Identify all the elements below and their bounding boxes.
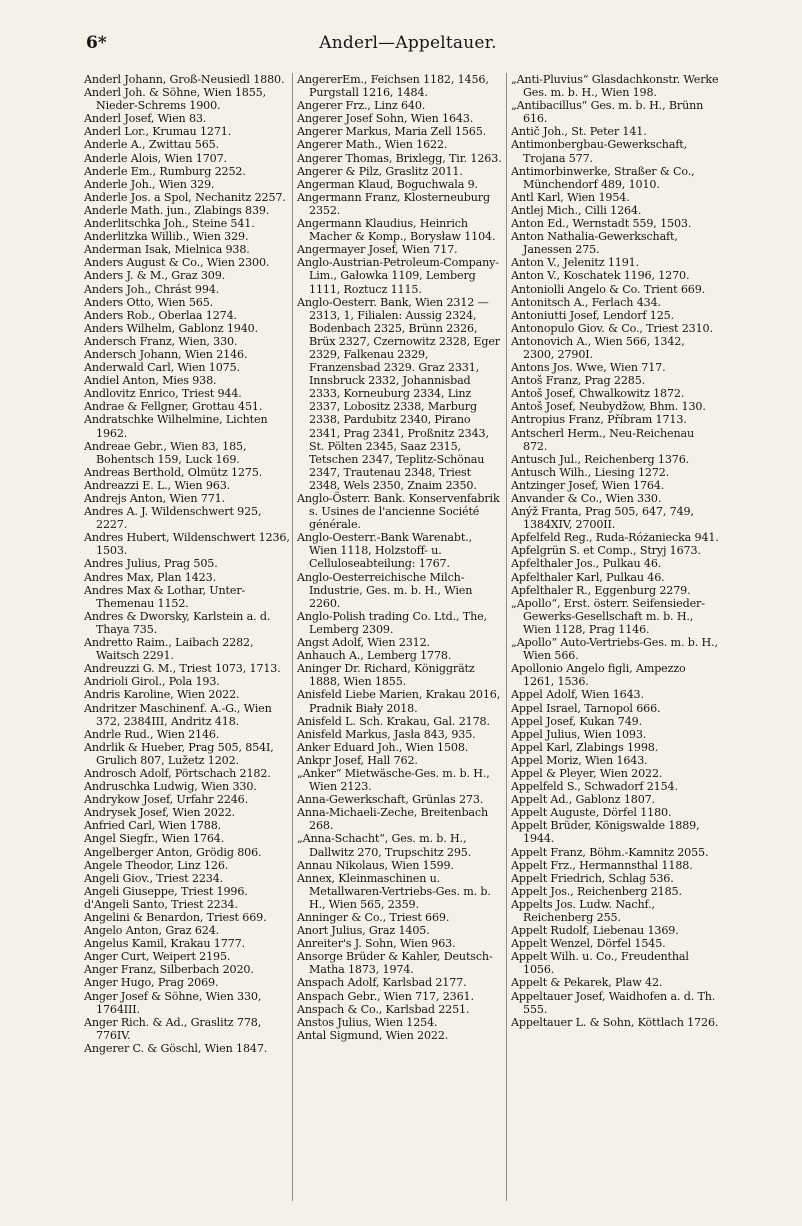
directory-entry: Andris Karoline, Wien 2022. [84, 688, 240, 702]
directory-entry: Anort Julius, Graz 1405. [297, 924, 430, 938]
directory-entry: Antlej Mich., Cilli 1264. [511, 203, 642, 217]
directory-entry: Appelt Franz, Böhm.-Kamnitz 2055. [511, 845, 709, 859]
directory-entry: Angeli Giuseppe, Triest 1996. [84, 884, 248, 898]
directory-entry: Annau Nikolaus, Wien 1599. [297, 858, 454, 872]
directory-entry: Antoš Josef, Neubydžow, Bhm. 130. [511, 400, 706, 414]
directory-entry: Andres Hubert, Wildenschwert 1236, 1503. [84, 531, 290, 558]
directory-entry: Andritzer Maschinenf. A.-G., Wien 372, 2384III, Andritz 418. [84, 701, 272, 728]
directory-entry: Andreuzzi G. M., Triest 1073, 1713. [84, 662, 281, 676]
directory-entry: Appelt Frz., Hermannsthal 1188. [511, 858, 693, 872]
directory-entry: Angerman Klaud, Boguchwala 9. [297, 177, 478, 191]
directory-entry: Anderl Johann, Groß-Neusiedl 1880. [84, 73, 285, 86]
directory-entry: Anderl Joh. & Söhne, Wien 1855, Nieder-Schrems 1900. [84, 86, 266, 113]
directory-entry: „Apollo“, Erst. österr. Seifensieder-Gewerks-Gesellschaft m. b. H., Wien 1128, Prag 1146. [511, 596, 705, 636]
directory-entry: Anderwald Carl, Wien 1075. [84, 361, 240, 375]
directory-entry: Andruschka Ludwig, Wien 330. [84, 780, 257, 794]
directory-entry: Anisfeld Markus, Jasła 843, 935. [297, 727, 476, 741]
directory-entry: „Antibacillus“ Ges. m. b. H., Brünn 616. [511, 99, 704, 126]
directory-entry: Andersch Franz, Wien, 330. [84, 334, 238, 348]
directory-entry: Antoniutti Josef, Lendorf 125. [511, 308, 674, 322]
directory-entry: Appel Moriz, Wien 1643. [511, 753, 648, 767]
directory-entry: Antropius Franz, Příbram 1713. [511, 413, 687, 427]
directory-entry: Angeli Giov., Triest 2234. [84, 871, 224, 885]
directory-entry: Antal Sigmund, Wien 2022. [297, 1028, 449, 1042]
directory-entry: Anders August & Co., Wien 2300. [84, 256, 270, 270]
directory-entry: Anglo-Polish trading Co. Ltd., The, Lemberg 2309. [297, 609, 487, 636]
directory-entry: Ankpr Josef, Hall 762. [297, 753, 418, 767]
directory-entry: Antimorbinwerke, Straßer & Co., Münchendorf 489, 1010. [511, 164, 695, 191]
directory-entry: Antzinger Josef, Wien 1764. [511, 478, 665, 492]
directory-entry: Andrae & Fellgner, Grottau 451. [84, 400, 263, 414]
directory-entry: Anger Curt, Weipert 2195. [84, 950, 231, 964]
directory-entry: Anstos Julius, Wien 1254. [297, 1015, 438, 1029]
directory-entry: Apfelthaler R., Eggenburg 2279. [511, 583, 691, 597]
directory-entry: „Anna-Schacht“, Ges. m. b. H., Dallwitz 270, Trupschitz 295. [297, 832, 472, 859]
directory-entry: Anderle Math. jun., Zlabings 839. [84, 203, 270, 217]
directory-entry: Appelt & Pekarek, Plaw 42. [511, 976, 663, 990]
directory-entry: Anspach Adolf, Karlsbad 2177. [297, 976, 467, 990]
directory-entry: Andres & Dworsky, Karlstein a. d. Thaya 735. [84, 609, 271, 636]
directory-entry: Anna-Gewerkschaft, Grünlas 273. [297, 793, 484, 807]
directory-entry: Anfried Carl, Wien 1788. [84, 819, 222, 833]
directory-entry: Anderle Joh., Wien 329. [84, 177, 215, 191]
directory-entry: Angerer Math., Wien 1622. [297, 138, 448, 152]
directory-entry: Anglo-Oesterr. Bank, Wien 2312 — 2313, 1, Filialen: Aussig 2324, Bodenbach 2325, Brünn 2326, Brüx 2327, Czernowitz 2328, Eger 2329, Falkenau 2329, Franzensbad 2329. Graz 2331, Innsbruck 2332, Johannisbad 2333, Korneuburg 2334, Linz 2337, Lobositz 2338, Marburg 2338, Pardubitz 2340, Pirano 2341, Prag 2341, Proßnitz 2343, St. Pölten 2345, Saaz 2315, Tetschen 2347, Teplitz-Schönau 2347, Trautenau 2348, Triest 2348, Wels 2350, Znaim 2350. [297, 295, 500, 492]
directory-entry: Andreas Berthold, Olmütz 1275. [84, 465, 263, 479]
directory-entry: Andretto Raim., Laibach 2282, Waitsch 2291. [84, 636, 254, 663]
directory-entry: Anderl Josef, Wien 83. [84, 112, 207, 126]
directory-entry: Andrysek Josef, Wien 2022. [84, 806, 235, 820]
directory-entry: Appelt Wenzel, Dörfel 1545. [511, 937, 666, 951]
directory-entry: Anderle Em., Rumburg 2252. [84, 164, 246, 178]
directory-entry: Anders Otto, Wien 565. [84, 295, 214, 309]
directory-entry: Antoniolli Angelo & Co. Trient 669. [511, 282, 706, 296]
directory-entry: Anderlitschka Joh., Steine 541. [84, 217, 255, 231]
directory-entry: Anger Hugo, Prag 2069. [84, 976, 219, 990]
directory-entry: Andratschke Wilhelmine, Lichten 1962. [84, 413, 268, 440]
directory-entry: Angermann Klaudius, Heinrich Macher & Komp., Borysław 1104. [297, 217, 496, 244]
directory-entry: Annex, Kleinmaschinen u. Metallwaren-Vertriebs-Ges. m. b. H., Wien 565, 2359. [297, 871, 491, 911]
directory-entry: Andrejs Anton, Wien 771. [84, 492, 225, 505]
directory-entry: Anger Franz, Silberbach 2020. [84, 963, 254, 977]
directory-entry: Anisfeld L. Sch. Krakau, Gal. 2178. [297, 714, 490, 728]
directory-entry: Anspach & Co., Karlsbad 2251. [297, 1002, 470, 1016]
directory-entry: Andres Max, Plan 1423. [84, 570, 216, 584]
directory-entry: Androsch Adolf, Pörtschach 2182. [84, 766, 271, 780]
directory-entry: Appelt Brüder, Königswalde 1889, 1944. [511, 819, 700, 846]
directory-entry: Ansorge Brüder & Kahler, Deutsch-Matha 1873, 1974. [297, 950, 493, 977]
directory-entry: Anvander & Co., Wien 330. [511, 492, 662, 505]
directory-entry: Andrle Rud., Wien 2146. [84, 727, 220, 741]
directory-entry: Anders Joh., Chrást 994. [84, 282, 220, 296]
directory-entry: Anker Eduard Joh., Wien 1508. [297, 740, 469, 754]
directory-entry: Appelts Jos. Ludw. Nachf., Reichenberg 255. [511, 897, 655, 924]
directory-entry: Anderle Alois, Wien 1707. [84, 151, 227, 165]
directory-entry: Anna-Michaeli-Zeche, Breitenbach 268. [297, 806, 489, 833]
directory-entry: Angermayer Josef, Wien 717. [297, 243, 458, 257]
column-divider [292, 73, 293, 1201]
directory-entry: Appelt Auguste, Dörfel 1180. [511, 806, 672, 820]
directory-entry: Anton Nathalia-Gewerkschaft, Janessen 275. [511, 230, 678, 257]
directory-entry: Anton Ed., Wernstadt 559, 1503. [511, 217, 692, 231]
directory-entry: Appel Julius, Wien 1093. [511, 727, 647, 741]
directory-entry: Antonopulo Giov. & Co., Triest 2310. [511, 321, 713, 335]
directory-entry: Antoš Franz, Prag 2285. [511, 374, 646, 388]
directory-entry: Andrlik & Hueber, Prag 505, 854I, Grulich 807, Lužetz 1202. [84, 740, 274, 767]
directory-entry: Antusch Jul., Reichenberg 1376. [511, 452, 690, 466]
directory-entry: Angelus Kamil, Krakau 1777. [84, 937, 245, 951]
directory-entry: Appelfeld S., Schwadorf 2154. [511, 780, 678, 794]
column-3 [511, 73, 719, 1213]
directory-entry: Anton V., Koschatek 1196, 1270. [511, 269, 690, 283]
directory-entry: Angelberger Anton, Grödig 806. [84, 845, 262, 859]
directory-entry: Anglo-Oesterr.-Bank Warenabt., Wien 1118, Holzstoff- u. Celluloseabteilung: 1767. [297, 531, 472, 571]
directory-entry: Anderle Jos. a Spol, Nechanitz 2257. [84, 190, 286, 204]
directory-entry: Anspach Gebr., Wien 717, 2361. [297, 989, 474, 1003]
directory-entry: Antons Jos. Wwe, Wien 717. [511, 361, 666, 375]
directory-entry: Andiel Anton, Mies 938. [84, 374, 217, 388]
directory-entry: Apfelthaler Karl, Pulkau 46. [511, 570, 665, 584]
directory-entry: „Anti-Pluvius“ Glasdachkonstr. Werke Ges. m. b. H., Wien 198. [511, 73, 719, 100]
directory-entry: Andlovitz Enrico, Triest 944. [84, 387, 242, 401]
column-2 [297, 73, 503, 1213]
directory-entry: Apfelgrün S. et Comp., Stryj 1673. [511, 544, 701, 558]
directory-entry: Andres Max & Lothar, Unter-Themenau 1152. [84, 583, 246, 610]
directory-entry: Appelt Ad., Gablonz 1807. [511, 793, 655, 807]
directory-entry: Antscherl Herm., Neu-Reichenau 872. [511, 426, 694, 453]
page-header [58, 33, 758, 55]
directory-entry: Andres A. J. Wildenschwert 925, 2227. [84, 505, 262, 532]
directory-entry: Appel & Pleyer, Wien 2022. [511, 766, 663, 780]
directory-entry: Anderl Lor., Krumau 1271. [84, 125, 232, 139]
directory-entry: Anninger & Co., Triest 669. [297, 911, 450, 924]
directory-entry: Appeltauer L. & Sohn, Köttlach 1726. [511, 1015, 719, 1029]
directory-entry: Anders J. & M., Graz 309. [84, 269, 226, 283]
directory-entry: Andersch Johann, Wien 2146. [84, 347, 248, 361]
column-divider [506, 73, 507, 1201]
directory-entry: Angele Theodor, Linz 126. [84, 858, 229, 872]
directory-entry: d'Angeli Santo, Triest 2234. [84, 897, 238, 911]
directory-entry: Angerer Josef Sohn, Wien 1643. [297, 112, 474, 126]
directory-entry: Appel Karl, Zlabings 1998. [511, 740, 659, 754]
directory-entry: Antič Joh., St. Peter 141. [511, 125, 647, 139]
directory-entry: Andres Julius, Prag 505. [84, 557, 218, 571]
directory-entry: Angerer C. & Göschl, Wien 1847. [84, 1041, 268, 1055]
directory-entry: Anglo-Oesterreichische Milch-Industrie, Ges. m. b. H., Wien 2260. [297, 570, 473, 610]
directory-entry: Angerer & Pilz, Graslitz 2011. [297, 164, 463, 178]
directory-entry: Appelt Jos., Reichenberg 2185. [511, 884, 682, 898]
directory-entry: „Anker“ Mietwäsche-Ges. m. b. H., Wien 2123. [297, 766, 490, 794]
directory-entry: Appeltauer Josef, Waidhofen a. d. Th. 555. [511, 989, 716, 1016]
directory-entry: Angel Siegfr., Wien 1764. [84, 832, 225, 846]
directory-entry: Apollonio Angelo figli, Ampezzo 1261, 1536. [511, 662, 686, 689]
directory-entry: Angst Adolf, Wien 2312. [297, 636, 430, 650]
directory-entry: Appelt Wilh. u. Co., Freudenthal 1056. [511, 950, 689, 977]
directory-entry: Anton V., Jelenitz 1191. [511, 256, 639, 270]
directory-entry: Angerer Markus, Maria Zell 1565. [297, 125, 487, 139]
directory-entry: Angerer Frz., Linz 640. [297, 99, 426, 113]
page-title: Anderl—Appeltauer. [319, 33, 497, 53]
directory-entry: „Apollo“ Auto-Vertriebs-Ges. m. b. H., Wien 566. [511, 636, 718, 663]
directory-entry: Appelt Friedrich, Schlag 536. [511, 871, 674, 885]
directory-entry: Anreiter's J. Sohn, Wien 963. [297, 937, 456, 951]
directory-entry: Anglo-Austrian-Petroleum-Company-Lim., Gałowka 1109, Lemberg 1111, Roztucz 1115. [297, 256, 499, 296]
directory-entry: Antonitsch A., Ferlach 434. [511, 295, 661, 309]
directory-entry: Angermann Franz, Klosterneuburg 2352. [297, 190, 490, 217]
directory-entry: Anger Rich. & Ad., Graslitz 778, 776IV. [84, 1015, 262, 1042]
directory-entry: Antusch Wilh., Liesing 1272. [511, 465, 670, 479]
directory-entry: Anders Rob., Oberlaa 1274. [84, 308, 237, 322]
directory-entry: Angerer Thomas, Brixlegg, Tir. 1263. [297, 151, 502, 165]
column-1 [84, 73, 290, 1213]
directory-entry: Anders Wilhelm, Gablonz 1940. [84, 321, 258, 335]
directory-entry: Appelt Rudolf, Liebenau 1369. [511, 924, 679, 938]
directory-entry: Anderman Isak, Mielnica 938. [84, 243, 250, 257]
directory-entry: Antoš Josef, Chwalkowitz 1872. [511, 387, 685, 401]
directory-entry: Appel Israel, Tarnopol 666. [511, 701, 661, 715]
directory-entry: Antl Karl, Wien 1954. [511, 190, 630, 204]
directory-entry: Appel Josef, Kukan 749. [511, 714, 643, 728]
page-number: 6* [86, 33, 107, 53]
directory-entry: Aninger Dr. Richard, Königgrätz 1888, Wien 1855. [297, 662, 475, 689]
directory-entry: AngererEm., Feichsen 1182, 1456, Purgstall 1216, 1484. [297, 73, 489, 100]
directory-entry: Apfelthaler Jos., Pulkau 46. [511, 557, 662, 571]
directory-entry: Appel Adolf, Wien 1643. [511, 688, 644, 702]
directory-entry: Antonovich A., Wien 566, 1342, 2300, 2790I. [511, 334, 685, 361]
directory-entry: Anger Josef & Söhne, Wien 330, 1764III. [84, 989, 262, 1016]
directory-entry: Angelini & Benardon, Triest 669. [84, 911, 267, 924]
directory-entry: Angelo Anton, Graz 624. [84, 924, 220, 938]
directory-entry: Andrykow Josef, Urfahr 2246. [84, 793, 249, 807]
directory-entry: Anisfeld Liebe Marien, Krakau 2016, Pradnik Biały 2018. [297, 688, 501, 715]
directory-entry: Andreazzi E. L., Wien 963. [84, 478, 231, 492]
directory-entry: Andrioli Girol., Pola 193. [84, 675, 220, 689]
directory-entry: Anglo-Österr. Bank. Konservenfabrik s. Usines de l'ancienne Société générale. [297, 492, 500, 532]
directory-entry: Anderle A., Zwittau 565. [84, 138, 219, 152]
directory-entry: Anhauch A., Lemberg 1778. [297, 649, 452, 663]
directory-entry: Antimonbergbau-Gewerkschaft, Trojana 577. [511, 138, 688, 165]
directory-entry: Anderlitzka Willib., Wien 329. [84, 230, 249, 244]
directory-entry: Apfelfeld Reg., Ruda-Różaniecka 941. [511, 531, 719, 545]
directory-entry: Andreae Gebr., Wien 83, 185, Bohentsch 159, Luck 169. [84, 439, 247, 466]
directory-entry: Anýž Franta, Prag 505, 647, 749, 1384XIV, 2700II. [511, 505, 694, 532]
